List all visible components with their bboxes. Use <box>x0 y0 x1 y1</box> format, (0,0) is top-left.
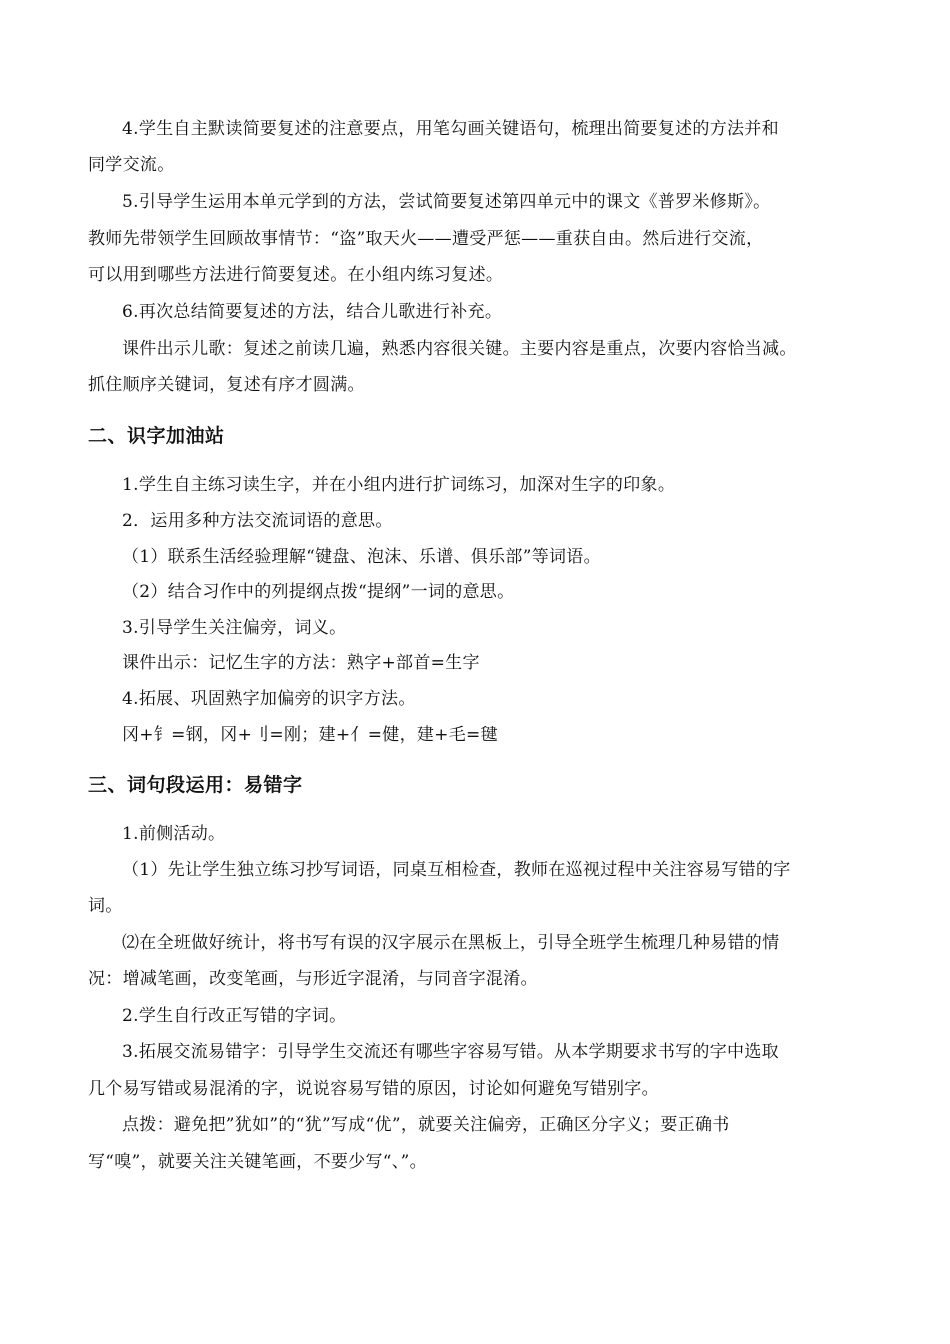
paragraph-line: 3.拓展交流易错字：引导学生交流还有哪些字容易写错。从本学期要求书写的字中选取 <box>122 1042 779 1062</box>
paragraph-line: 6.再次总结简要复述的方法，结合儿歌进行补充。 <box>122 302 503 322</box>
paragraph-line: 4.拓展、巩固熟字加偏旁的识字方法。 <box>122 689 416 709</box>
section-heading: 二、识字加油站 <box>88 425 225 447</box>
paragraph-line: 课件出示儿歌：复述之前读几遍，熟悉内容很关键。主要内容是重点，次要内容恰当减。 <box>122 339 797 359</box>
paragraph-line: 1.学生自主练习读生字，并在小组内进行扩词练习，加深对生字的印象。 <box>122 475 676 495</box>
paragraph-line: （1）联系生活经验理解“键盘、泡沫、乐谱、俱乐部”等词语。 <box>122 547 601 567</box>
paragraph-line: 写“嗅”，就要关注关键笔画，不要少写“、”。 <box>88 1152 427 1172</box>
paragraph-line: ⑵在全班做好统计，将书写有误的汉字展示在黑板上，引导全班学生梳理几种易错的情 <box>122 933 780 953</box>
paragraph-line: 几个易写错或易混淆的字，说说容易写错的原因，讨论如何避免写错别字。 <box>88 1079 659 1099</box>
paragraph-line: 2.学生自行改正写错的字词。 <box>122 1006 347 1026</box>
paragraph-line: 教师先带领学生回顾故事情节：“盗”取天火——遭受严惩——重获自由。然后进行交流， <box>88 229 764 249</box>
paragraph-line: 可以用到哪些方法进行简要复述。在小组内练习复述。 <box>88 265 504 285</box>
paragraph-line: 1.前侧活动。 <box>122 824 226 844</box>
paragraph-line: 2．运用多种方法交流词语的意思。 <box>122 511 393 531</box>
paragraph-line: 4.学生自主默读简要复述的注意要点，用笔勾画关键语句，梳理出简要复述的方法并和 <box>122 119 779 139</box>
paragraph-line: 抓住顺序关键词，复述有序才圆满。 <box>88 375 365 395</box>
paragraph-line: 况：增减笔画，改变笔画，与形近字混淆，与同音字混淆。 <box>88 969 538 989</box>
paragraph-line: 5.引导学生运用本单元学到的方法，尝试简要复述第四单元中的课文《普罗米修斯》。 <box>122 192 771 212</box>
paragraph-line: 点拨：避免把”犹如”的“犹”写成“优”，就要关注偏旁，正确区分字义；要正确书 <box>122 1115 730 1135</box>
paragraph-line: 词。 <box>88 896 123 916</box>
paragraph-line: 同学交流。 <box>88 155 175 175</box>
paragraph-line: 课件出示：记忆生字的方法：熟字+部首=生字 <box>122 653 480 673</box>
paragraph-line: （1）先让学生独立练习抄写词语，同桌互相检查，教师在巡视过程中关注容易写错的字 <box>122 860 791 880</box>
section-heading: 三、词句段运用：易错字 <box>88 774 303 796</box>
paragraph-line: 冈+钅=钢，冈+刂=刚；建+亻=健，建+毛=毽 <box>122 725 498 745</box>
paragraph-line: 3.引导学生关注偏旁，词义。 <box>122 618 347 638</box>
paragraph-line: （2）结合习作中的列提纲点拨“提纲”一词的意思。 <box>122 582 515 602</box>
